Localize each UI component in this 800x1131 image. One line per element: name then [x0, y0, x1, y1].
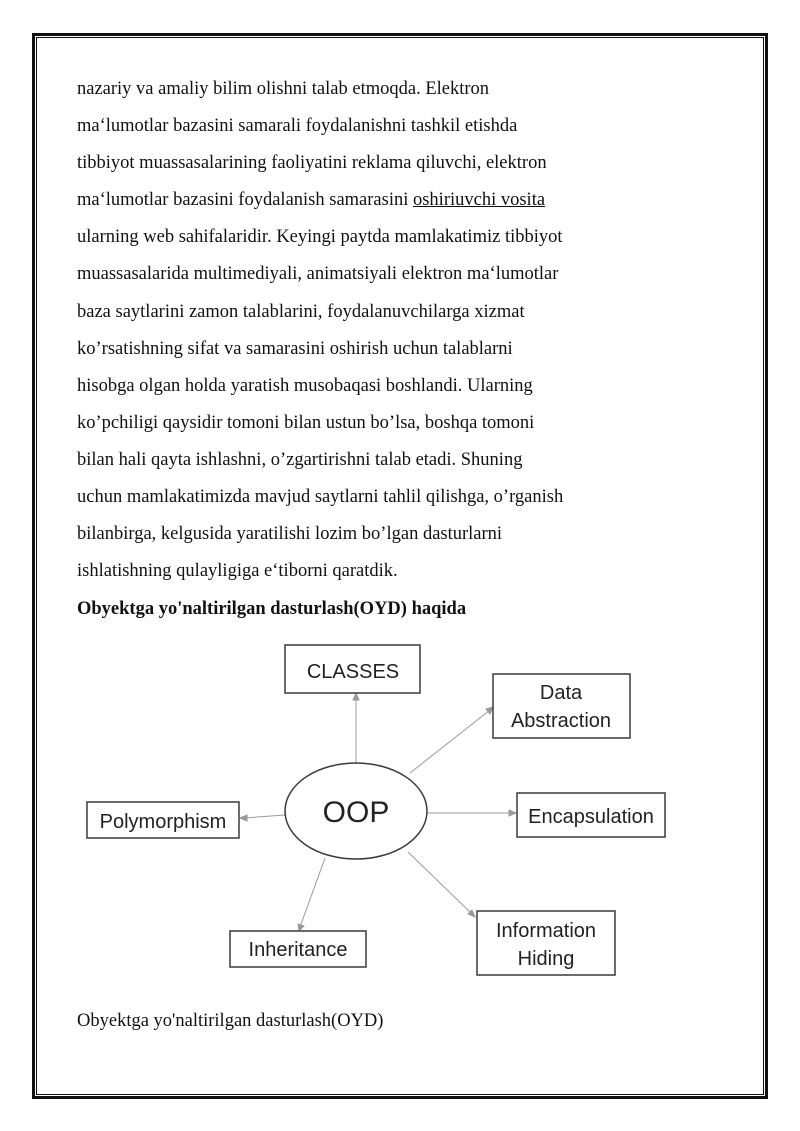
- connector-data-abstraction: [410, 710, 490, 773]
- underlined-phrase: oshiriuvchi vosita: [412, 190, 546, 211]
- paragraph-line: bilan hali qayta ishlashni, o’zgartirishni talab etadi. Shuning: [77, 449, 523, 470]
- arrowhead-polymorphism: [240, 815, 247, 821]
- polymorphism-label: Polymorphism: [99, 811, 227, 833]
- arrowhead-inheritance: [298, 924, 304, 931]
- paragraph-line: bilanbirga, kelgusida yaratilishi lozim bo’lgan dasturlarni: [77, 524, 503, 545]
- paragraph-line: uchun mamlakatimizda mavjud saytlarni tahlil qilishga, o’rganish: [77, 487, 564, 508]
- connector-inheritance: [300, 858, 325, 927]
- paragraph-line: ma‘lumotlar bazasini samarali foydalanishni tashkil etishda: [77, 116, 518, 137]
- classes-label: CLASSES: [306, 661, 400, 683]
- information-hiding-label-line1: Information: [495, 920, 597, 942]
- arrowhead-classes: [353, 693, 359, 700]
- paragraph-line: baza saytlarini zamon talablarini, foydalanuvchilarga xizmat: [77, 301, 525, 322]
- encapsulation-label: Encapsulation: [528, 806, 654, 828]
- paragraph-line: ko’rsatishning sifat va samarasini oshirish uchun talablarni: [77, 338, 513, 359]
- data-abstraction-label-line2: Abstraction: [510, 710, 612, 732]
- section-heading: Obyektga yo'naltirilgan dasturlash(OYD) haqida: [77, 599, 467, 619]
- information-hiding-label-line2: Hiding: [517, 948, 575, 970]
- paragraph-line: ishlatishning qulayligiga e‘tiborni qaratdik.: [77, 561, 398, 582]
- paragraph-line: muassasalarida multimediyali, animatsiyali elektron ma‘lumotlar: [77, 264, 559, 285]
- data-abstraction-label-line1: Data: [539, 682, 583, 704]
- paragraph-line: nazariy va amaliy bilim olishni talab etmoqda. Elektron: [77, 79, 490, 99]
- connector-information-hiding: [408, 852, 472, 914]
- paragraph-line-text: ma‘lumotlar bazasini foydalanish samarasini: [77, 190, 413, 211]
- oop-center-label: OOP: [322, 796, 390, 829]
- paragraph-line: ko’pchiligi qaysidir tomoni bilan ustun bo’lsa, boshqa tomoni: [77, 412, 535, 433]
- paragraph-line: hisobga olgan holda yaratish musobaqasi boshlandi. Ularning: [77, 375, 533, 396]
- figure-caption: Obyektga yo'naltirilgan dasturlash(OYD): [77, 1011, 384, 1031]
- arrowhead-encapsulation: [509, 810, 516, 816]
- paragraph-line: ularning web sahifalaridir. Keyingi paytda mamlakatimiz tibbiyot: [77, 227, 563, 248]
- connector-polymorphism: [244, 815, 285, 818]
- inheritance-label: Inheritance: [248, 939, 348, 961]
- paragraph-line: tibbiyot muassasalarining faoliyatini reklama qiluvchi, elektron: [77, 153, 547, 174]
